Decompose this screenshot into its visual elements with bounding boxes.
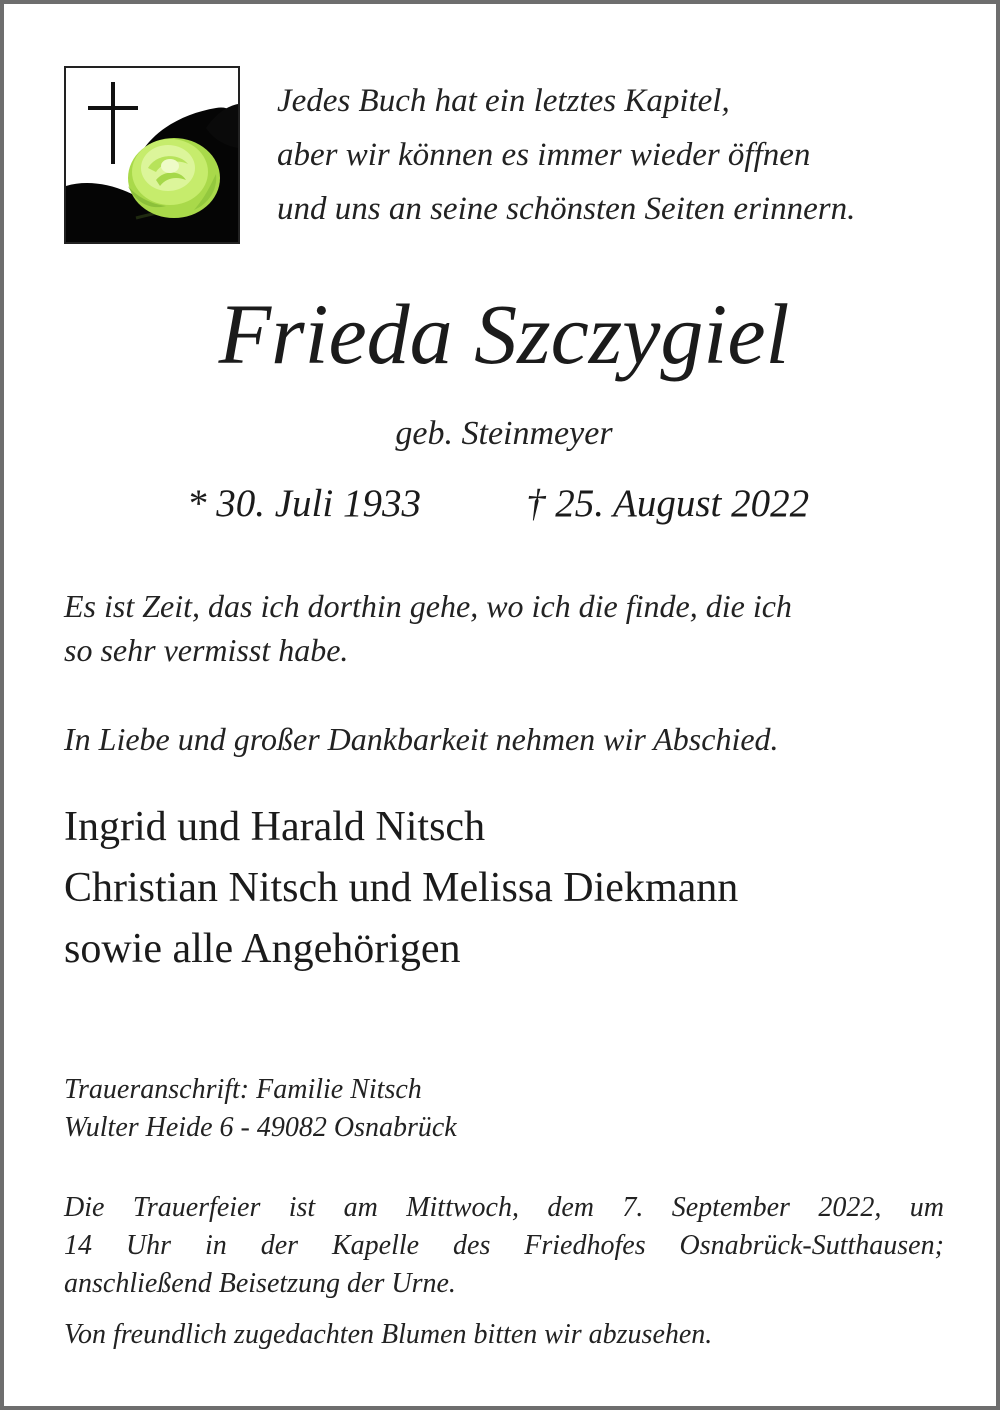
- quote-line: Es ist Zeit, das ich dorthin gehe, wo ich die finde, die ich: [64, 588, 792, 624]
- mourner-line: Christian Nitsch und Melissa Diekmann: [64, 865, 739, 911]
- mourning-address: [64, 1071, 944, 1147]
- word: dem: [547, 1192, 594, 1223]
- word: ist: [288, 1192, 316, 1223]
- address-line: Wulter Heide 6 - 49082 Osnabrück: [64, 1112, 457, 1143]
- cross-icon: [88, 82, 138, 164]
- word: 7.: [622, 1192, 644, 1223]
- word: Friedhofes: [524, 1230, 646, 1261]
- motto-line: aber wir können es immer wieder öffnen: [277, 137, 811, 173]
- quote-line: so sehr vermisst habe.: [64, 632, 349, 668]
- birth-date: * 30. Juli 1933: [187, 482, 421, 525]
- address-line: Traueranschrift: Familie Nitsch: [64, 1074, 422, 1105]
- word: am: [343, 1192, 378, 1223]
- word: Trauerfeier: [132, 1192, 261, 1223]
- word: des: [453, 1230, 491, 1261]
- service-line: [64, 1189, 944, 1227]
- funeral-service-info: [64, 1189, 944, 1303]
- death-date: † 25. August 2022: [526, 482, 810, 525]
- word: Mittwoch,: [406, 1192, 519, 1223]
- deceased-name: Frieda Szczygiel: [218, 286, 790, 382]
- farewell-text: In Liebe und großer Dankbarkeit nehmen wir Abschied.: [64, 721, 779, 757]
- word: um: [909, 1192, 944, 1223]
- rose-icon: [128, 138, 220, 218]
- mourner-line: Ingrid und Harald Nitsch: [64, 804, 486, 850]
- cross-rose-emblem: [66, 68, 238, 242]
- service-line: [64, 1227, 944, 1265]
- maiden-name: geb. Steinmeyer: [395, 415, 613, 452]
- word: Kapelle: [331, 1230, 420, 1261]
- word: September: [671, 1192, 790, 1223]
- word: 14: [64, 1230, 92, 1261]
- emblem: [64, 66, 240, 244]
- word: 2022,: [818, 1192, 882, 1223]
- quote: [64, 584, 944, 672]
- word: Uhr: [125, 1230, 172, 1261]
- word: Osnabrück-Sutthausen;: [679, 1230, 944, 1261]
- motto-line: und uns an seine schönsten Seiten erinnern.: [277, 191, 856, 227]
- motto: [277, 74, 957, 236]
- mourner-line: sowie alle Angehörigen: [64, 926, 461, 972]
- word: in: [205, 1230, 227, 1261]
- service-line: anschließend Beisetzung der Urne.: [64, 1268, 456, 1299]
- mourners: [64, 797, 964, 980]
- word: der: [260, 1230, 299, 1261]
- motto-line: Jedes Buch hat ein letztes Kapitel,: [277, 83, 730, 119]
- word: Die: [64, 1192, 105, 1223]
- flowers-note: Von freundlich zugedachten Blumen bitten wir abzusehen.: [64, 1319, 713, 1350]
